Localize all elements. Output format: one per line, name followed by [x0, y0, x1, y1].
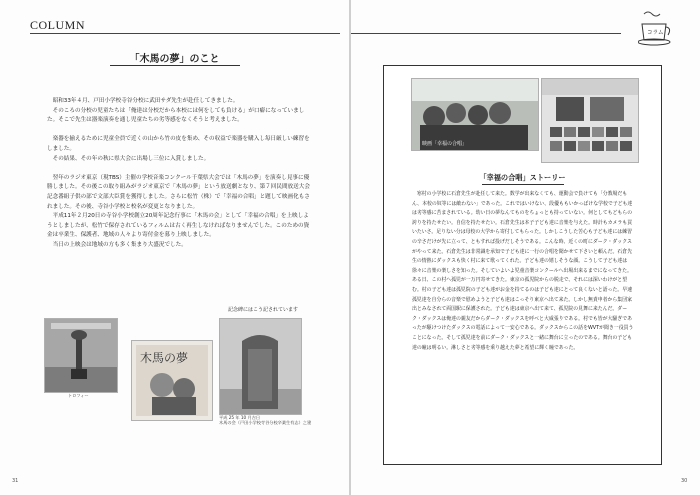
film-still-caption: 映画「幸福の合唱」 — [422, 141, 468, 147]
title-underline — [110, 65, 240, 66]
paragraph: 平成11年２月20日の寺谷小学校創立20周年記念行事に「木馬の会」として「幸福の合唱」を上映しようとしましたが、松竹で保存されているフィルムは古く再生しなければなりませんでした。このための資金は卒業生、保護者、地域の人々より寄付金を募り上映しました。 — [47, 213, 310, 239]
poster-title-text: 木馬の夢 — [140, 351, 189, 365]
trophy-photo — [44, 318, 118, 393]
monument-image — [220, 319, 301, 414]
paragraph: 昭和33年４月、戸田小学校寺谷分校に武田サダ先生が赴任してきました。 — [52, 98, 239, 104]
monument-caption: 平成 25 年 10 月吉日 木馬の会（戸田小学校寺谷分校卒業生有志）之建 — [219, 415, 312, 426]
film-still-photo — [411, 78, 539, 151]
header-rule — [30, 33, 340, 34]
story-title-underline — [482, 184, 564, 185]
trophy-caption: トロフィー — [68, 393, 89, 398]
bulletin-board-photo — [541, 78, 639, 163]
story-title: 「幸福の合唱」ストーリー — [479, 173, 566, 182]
left-page — [0, 0, 349, 495]
story-frame — [383, 65, 662, 465]
story-body — [412, 190, 634, 353]
article-title: 「木馬の夢」のこと — [129, 54, 220, 65]
right-page — [351, 0, 700, 495]
paragraph: そのころの分校の児童たちは「俺達は分校だから本校には何をしても負ける」が口癖になっていました。そこで先生は器楽演奏を通し児童たちの劣等感をなくそうと考えました。 — [47, 107, 305, 124]
page-number: 31 — [12, 478, 19, 484]
header-rule — [351, 33, 621, 34]
monument-photo — [219, 318, 302, 415]
paragraph: 当日の上映会は地域の方も多く集まり大盛況でした。 — [52, 241, 187, 248]
column-label: コラム — [647, 30, 664, 36]
article-body — [47, 97, 314, 251]
paragraph: 寒村の小学校に石倉先生が赴任して来た。数学が出来なくても、運動会で負けても「分教場だもん、本校の奴等には敵わない」であった。これではいけない、段優ももいかっぱけな学校で子ども達は劣等感に苦まされている。幼い日の夢なんてものをちょっとも持っていない。何としてもどもらの誇りを持たせたい。自信を持たせたい。石倉先生は本子子ども達に音楽を与えた。時計もカメラも買いたいさ。足りない分は母校の大学から寄付してもらった。しかしこうした苦心も子ども達には練習の辛さだけが先に立って、ともすれば投げだしそうである。こんな時、近くの町にダーク・ダックスがやって来た。石倉先生は非常識を承知で子ども達に一行の合唱を聞かせて下さいと頼んだ。石倉先生の情熱にダックスも快く村に来て歌ってくれた。子ども達の嬉しそうな顔。こうして子ども達は徐々に音楽の楽しさを知った。そしていよいよ児童音楽コンクールへ出場出来るまでになってきた。ある日、この村へ孤児が一万円寄せてきた。東京の孤児院からの脱走で、それには深いわけがと望む。村の子ども達は孤児院の子ども達がお金を持てるのは子ども達にとって良くないと語った。早速孤児達を自分らの音楽で慰めようと子ども達はこっそり東京へ出て来た。しかし無責申者から集団家出とみなされて両国駅に保護された。子ども達は東京へ出て来て、孤児院の見舞に来たんだ。ダーク・ダックスは俺達の親友だからダーク・ダックスを呼べと大威張りである。村でも皆が大騒ぎであったが駆けつけたダックスの電話によって一安心である。ダックスからこの話をWVTが聞き一役買うことになった。そして孤児達を前にダーク・ダックスと一緒に舞台に立ったのである。舞台の子ども達の瞳は明るい。淋しさと劣等感を乗り越えた夢と希望に輝く瞳であった。 — [412, 191, 634, 351]
page-number: 30 — [681, 478, 688, 484]
bulletin-board-image — [542, 79, 638, 162]
paragraph: 翌年のラジオ東京（現TBS）主催の学校音楽コンクール千葉県大会では「木馬の夢」を演奏し見事に優勝しました。その後この取り組みがラジオ東京で「木馬の夢」という放送劇となり、第７回民間放送大会記念番組子供の部で文部大臣賞を獲得しました。さらに松竹（株）で「幸福の合唱」と題して映画化もされました。その後、寺谷小学校と校名が変更となりました。 — [47, 174, 310, 210]
column-header: COLUMN — [30, 18, 86, 32]
monument-intro-caption: 記念碑にはこう記されています — [228, 307, 299, 313]
paragraph: 楽器を揃えるために児童全員で近くの山から竹の皮を集め、その収益で楽器を購入し毎日厳しい練習をしました。 — [47, 136, 310, 152]
trophy-image — [45, 319, 117, 392]
poster-photo — [131, 340, 213, 421]
paragraph: その結果、その年の秋に県大会に出場し三位に入賞しました。 — [52, 155, 210, 162]
